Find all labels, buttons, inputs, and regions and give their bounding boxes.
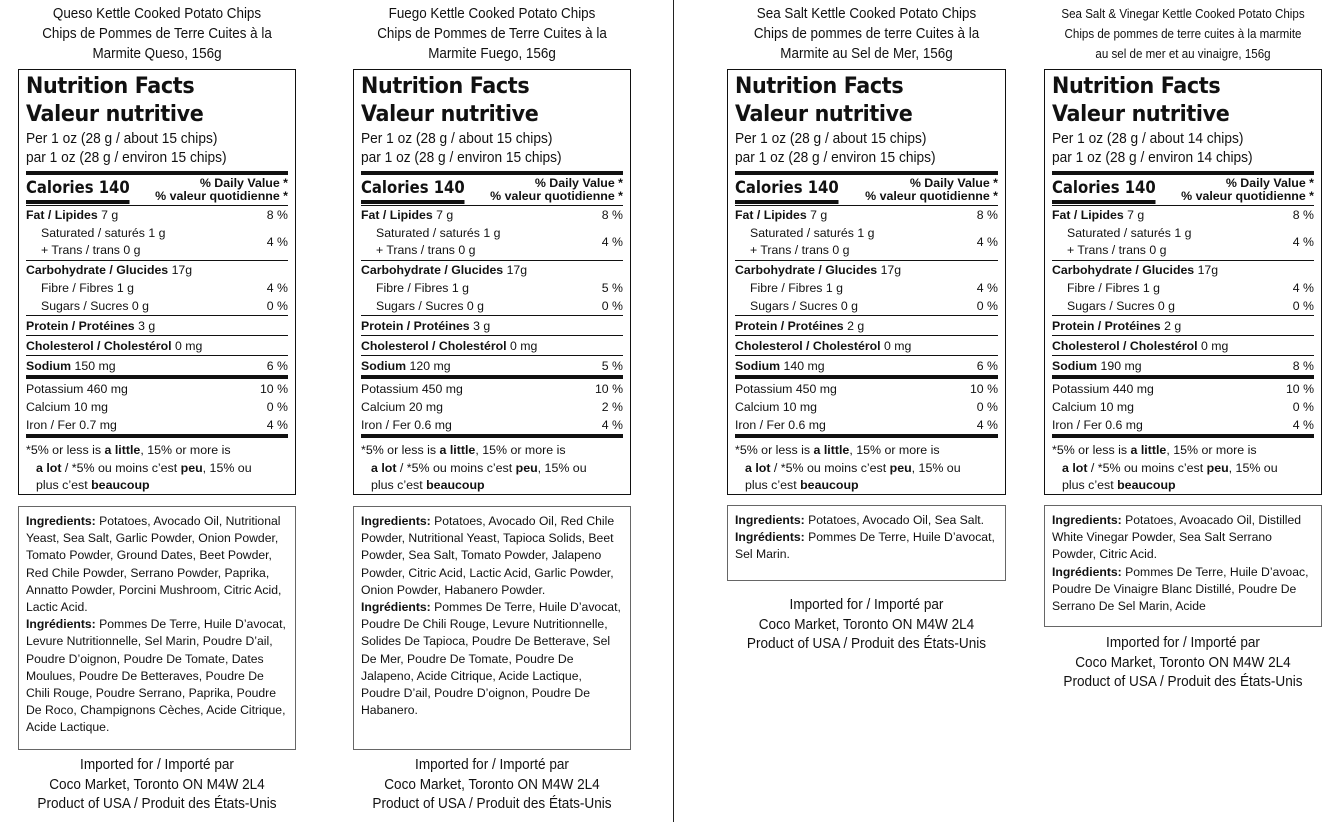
daily-value-header <box>490 177 623 203</box>
sugars-label: Sugars / Sucres 0 g <box>41 299 149 313</box>
valeur-nutritive-heading: Valeur nutritive <box>361 101 539 127</box>
footnote-text: , 15% ou <box>537 460 587 475</box>
title-line-fr: Chips de pommes de terre Cuites à la <box>753 26 980 42</box>
ingredients-box <box>353 506 631 750</box>
sugars-percent: 0 % <box>266 299 288 313</box>
ingredients-text-en: Potatoes, Avocado Oil, Nutritional Yeast, Sea Salt, Garlic Powder, Onion Powder, Tomato Powder, Ground Dates, Beet Powder, Red Chile Powder, Serrano Powder, Paprika, Annatto Powder, Porcini Mushroom, Citric Acid, Lactic Acid. <box>26 514 282 615</box>
title-line-en: Sea Salt & Vinegar Kettle Cooked Potato Chips <box>1061 7 1305 21</box>
title-line-en: Fuego Kettle Cooked Potato Chips <box>388 6 596 22</box>
potassium-percent: 10 % <box>969 381 998 396</box>
saturated-trans-row <box>735 224 998 260</box>
importer-info <box>17 756 298 815</box>
calories-label: Calories 140 <box>735 179 839 204</box>
iron-label: Iron / Fer 0.6 mg <box>361 418 452 432</box>
ingredients-text-en: Potatoes, Avocado Oil, Red Chile Powder, Nutritional Yeast, Tapioca Solids, Beet Powder, Sea Salt, Tomato Powder, Jalapeno Powder, Citric Acid, Lactic Acid, Garlic Powder, Onion Powder, Habanero Powder. <box>361 514 615 597</box>
sodium-row <box>26 355 288 375</box>
calories-label: Calories 140 <box>361 179 465 204</box>
importer-info <box>726 596 1008 655</box>
country-of-origin-line: Product of USA / Produit des États-Unis <box>37 796 277 812</box>
footnote-text: , 15% or more is <box>475 443 566 457</box>
ingredients-label-fr: Ingrédients: <box>26 617 96 632</box>
protein-label: Protein / Protéines <box>361 318 470 333</box>
sodium-value: 120 mg <box>409 358 451 373</box>
imported-for-line: Imported for / Importé par <box>1106 635 1260 651</box>
calories-row <box>26 175 288 205</box>
protein-row <box>1052 315 1314 335</box>
product-title <box>727 4 1006 64</box>
potassium-row <box>26 375 288 398</box>
ingredients-text-en: Potatoes, Avocado Oil, Sea Salt. <box>808 513 985 527</box>
calcium-label: Calcium 10 mg <box>26 400 109 414</box>
calcium-percent: 0 % <box>1292 400 1314 414</box>
footnote-text: *5% or less is <box>26 443 102 457</box>
cholesterol-value: 0 mg <box>883 338 912 353</box>
footnote-text: , 15% ou <box>202 460 252 475</box>
footnote-text: , 15% ou <box>911 460 961 475</box>
title-line-fr: Chips de Pommes de Terre Cuites à la <box>377 26 607 42</box>
protein-value: 3 g <box>138 318 156 333</box>
saturated-label: Saturated / saturés 1 g <box>41 226 166 240</box>
product-title <box>1044 4 1322 64</box>
nutrition-facts-table <box>18 69 296 495</box>
footnote-beaucoup: beaucoup <box>426 478 485 492</box>
daily-value-header <box>1181 177 1314 203</box>
saturated-label: Saturated / saturés 1 g <box>1067 226 1192 240</box>
sodium-value: 190 mg <box>1100 358 1142 373</box>
title-line-fr: Chips de Pommes de Terre Cuites à la <box>42 26 272 42</box>
sugars-row <box>735 297 998 315</box>
iron-row <box>361 416 623 434</box>
protein-row <box>361 315 623 335</box>
potassium-percent: 10 % <box>259 381 288 396</box>
product-label-2 <box>353 0 631 822</box>
ingredients-text-fr: Pommes De Terre, Huile D’avocat, Sel Marin. <box>735 530 995 562</box>
calories-label: Calories 140 <box>26 179 130 204</box>
importer-address-line: Coco Market, Toronto ON M4W 2L4 <box>758 616 975 633</box>
iron-percent: 4 % <box>266 418 288 432</box>
footnote-text: , 15% or more is <box>849 443 940 457</box>
cholesterol-value: 0 mg <box>509 338 538 353</box>
carbohydrate-row <box>1052 260 1314 279</box>
calories-label: Calories 140 <box>1052 179 1156 204</box>
fat-percent: 8 % <box>976 208 998 222</box>
ingredients-text-en: Potatoes, Avoacado Oil, Distilled White Vinegar Powder, Sea Salt Serrano Powder, Citric Acid. <box>1052 513 1302 562</box>
calcium-label: Calcium 20 mg <box>361 400 444 414</box>
serving-size-en: Per 1 oz (28 g / about 15 chips) <box>735 131 927 147</box>
footnote-peu: peu <box>515 460 538 475</box>
fibre-row <box>1052 279 1314 297</box>
footnote-text: plus c’est <box>36 478 88 492</box>
fibre-percent: 5 % <box>601 281 623 295</box>
fibre-label: Fibre / Fibres 1 g <box>376 281 469 295</box>
carbohydrate-label: Carbohydrate / Glucides <box>735 263 878 277</box>
iron-row <box>26 416 288 434</box>
calcium-row <box>26 398 288 416</box>
saturated-trans-percent: 4 % <box>266 235 288 249</box>
trans-label: + Trans / trans 0 g <box>750 243 850 257</box>
title-line-fr-size: Marmite Fuego, 156g <box>428 46 556 62</box>
cholesterol-label: Cholesterol / Cholestérol <box>735 338 881 353</box>
saturated-trans-percent: 4 % <box>976 235 998 249</box>
fat-percent: 8 % <box>266 208 288 222</box>
title-line-en: Sea Salt Kettle Cooked Potato Chips <box>756 6 977 22</box>
sodium-percent: 6 % <box>266 358 288 373</box>
footnote-a-lot: a lot <box>36 460 62 475</box>
potassium-label: Potassium 450 mg <box>735 381 837 396</box>
iron-percent: 4 % <box>976 418 998 432</box>
saturated-trans-percent: 4 % <box>1292 235 1314 249</box>
potassium-label: Potassium 440 mg <box>1052 381 1154 396</box>
imported-for-line: Imported for / Importé par <box>80 757 234 773</box>
sugars-percent: 0 % <box>601 299 623 313</box>
daily-value-footnote <box>735 434 998 495</box>
sodium-percent: 5 % <box>601 358 623 373</box>
cholesterol-row <box>735 335 998 355</box>
daily-value-en: % Daily Value * <box>199 176 288 190</box>
product-label-3 <box>727 0 1006 822</box>
serving-size-fr: par 1 oz (28 g / environ 15 chips) <box>26 150 227 166</box>
sugars-row <box>1052 297 1314 315</box>
fat-row <box>26 205 288 224</box>
importer-info <box>352 756 633 815</box>
title-line-fr: Chips de pommes de terre cuites à la marmite <box>1064 27 1302 41</box>
potassium-row <box>361 375 623 398</box>
ingredients-label-en: Ingredients: <box>735 513 805 527</box>
carbohydrate-row <box>26 260 288 279</box>
daily-value-header <box>865 177 998 203</box>
footnote-text: / *5% ou moins c’est <box>770 460 887 475</box>
calcium-row <box>361 398 623 416</box>
footnote-a-lot: a lot <box>1062 460 1088 475</box>
protein-label: Protein / Protéines <box>735 318 844 333</box>
ingredients-text-fr: Pommes De Terre, Huile D’avocat, Poudre De Chili Rouge, Levure Nutritionnelle, Solides De Tapioca, Poudre De Betterave, Sel De Mer, Poudre De Tomate, Poudre De Jalapeno, Acide Citrique, Acide Lactique, Poudre D’ail, Poudre D’oignon, Poudre De Habanero. <box>361 600 621 718</box>
nutrition-facts-heading: Nutrition Facts <box>735 73 904 99</box>
calcium-percent: 0 % <box>976 400 998 414</box>
serving-size-en: Per 1 oz (28 g / about 14 chips) <box>1052 131 1244 147</box>
valeur-nutritive-heading: Valeur nutritive <box>735 101 913 127</box>
sodium-label: Sodium <box>26 358 72 373</box>
protein-value: 2 g <box>1164 318 1182 333</box>
fibre-label: Fibre / Fibres 1 g <box>41 281 134 295</box>
fibre-label: Fibre / Fibres 1 g <box>1067 281 1160 295</box>
sodium-label: Sodium <box>735 358 781 373</box>
daily-value-footnote <box>361 434 623 495</box>
carbohydrate-value: 17g <box>880 263 902 277</box>
iron-label: Iron / Fer 0.6 mg <box>735 418 826 432</box>
calcium-label: Calcium 10 mg <box>735 400 818 414</box>
fat-percent: 8 % <box>1292 208 1314 222</box>
footnote-beaucoup: beaucoup <box>1117 478 1176 492</box>
serving-size-fr: par 1 oz (28 g / environ 14 chips) <box>1052 150 1253 166</box>
footnote-a-lot: a lot <box>745 460 771 475</box>
ingredients-label-en: Ingredients: <box>361 514 431 528</box>
fat-value: 7 g <box>101 208 119 222</box>
imported-for-line: Imported for / Importé par <box>789 597 944 613</box>
footnote-text: *5% or less is <box>1052 443 1128 457</box>
trans-label: + Trans / trans 0 g <box>376 243 476 257</box>
fibre-label: Fibre / Fibres 1 g <box>750 281 843 295</box>
sodium-value: 140 mg <box>783 358 825 373</box>
fat-percent: 8 % <box>601 208 623 222</box>
sodium-label: Sodium <box>361 358 407 373</box>
carbohydrate-label: Carbohydrate / Glucides <box>26 263 169 277</box>
protein-row <box>735 315 998 335</box>
sugars-row <box>361 297 623 315</box>
fat-row <box>735 205 998 224</box>
footnote-a-little: a little <box>813 443 850 457</box>
saturated-trans-percent: 4 % <box>601 235 623 249</box>
cholesterol-row <box>26 335 288 355</box>
footnote-beaucoup: beaucoup <box>91 478 150 492</box>
fat-label: Fat / Lipides <box>735 208 807 222</box>
ingredients-label-fr: Ingrédients: <box>361 600 431 615</box>
product-label-1 <box>18 0 296 822</box>
carbohydrate-label: Carbohydrate / Glucides <box>1052 263 1195 277</box>
sodium-value: 150 mg <box>74 358 116 373</box>
iron-percent: 4 % <box>601 418 623 432</box>
nutrition-facts-table <box>353 69 631 495</box>
footnote-a-little: a little <box>104 443 141 457</box>
ingredients-box <box>18 506 296 750</box>
ingredients-label-fr: Ingrédients: <box>735 530 805 545</box>
sugars-label: Sugars / Sucres 0 g <box>376 299 484 313</box>
ingredients-label-en: Ingredients: <box>1052 513 1122 527</box>
footnote-text: plus c’est <box>1062 478 1114 492</box>
calcium-percent: 0 % <box>266 400 288 414</box>
fat-label: Fat / Lipides <box>361 208 433 222</box>
importer-info <box>1043 634 1324 693</box>
nutrition-facts-heading: Nutrition Facts <box>361 73 530 99</box>
cholesterol-row <box>1052 335 1314 355</box>
valeur-nutritive-heading: Valeur nutritive <box>1052 101 1230 127</box>
fat-label: Fat / Lipides <box>26 208 98 222</box>
cholesterol-value: 0 mg <box>1200 338 1229 353</box>
footnote-text: , 15% ou <box>1228 460 1278 475</box>
title-line-fr-size: Marmite au Sel de Mer, 156g <box>780 46 953 62</box>
daily-value-fr: % valeur quotidienne * <box>155 189 288 203</box>
importer-address-line: Coco Market, Toronto ON M4W 2L4 <box>49 776 265 793</box>
daily-value-fr: % valeur quotidienne * <box>490 189 623 203</box>
sodium-percent: 6 % <box>976 358 998 373</box>
protein-value: 2 g <box>847 318 865 333</box>
carbohydrate-row <box>361 260 623 279</box>
potassium-label: Potassium 460 mg <box>26 381 128 396</box>
ingredients-label-en: Ingredients: <box>26 514 96 528</box>
calcium-label: Calcium 10 mg <box>1052 400 1135 414</box>
calories-row <box>735 175 998 205</box>
title-line-en: Queso Kettle Cooked Potato Chips <box>52 6 262 22</box>
fibre-percent: 4 % <box>1292 281 1314 295</box>
fat-row <box>1052 205 1314 224</box>
calcium-percent: 2 % <box>601 400 623 414</box>
sugars-label: Sugars / Sucres 0 g <box>1067 299 1175 313</box>
country-of-origin-line: Product of USA / Produit des États-Unis <box>746 636 987 652</box>
footnote-text: *5% or less is <box>361 443 437 457</box>
protein-value: 3 g <box>473 318 491 333</box>
daily-value-fr: % valeur quotidienne * <box>865 189 998 203</box>
saturated-label: Saturated / saturés 1 g <box>376 226 501 240</box>
daily-value-en: % Daily Value * <box>909 176 998 190</box>
product-label-4 <box>1044 0 1322 822</box>
sodium-percent: 8 % <box>1292 358 1314 373</box>
fibre-percent: 4 % <box>266 281 288 295</box>
iron-label: Iron / Fer 0.6 mg <box>1052 418 1143 432</box>
footnote-text: / *5% ou moins c’est <box>396 460 513 475</box>
footnote-peu: peu <box>889 460 912 475</box>
protein-label: Protein / Protéines <box>26 318 135 333</box>
daily-value-footnote <box>26 434 288 495</box>
saturated-trans-row <box>361 224 623 260</box>
country-of-origin-line: Product of USA / Produit des États-Unis <box>1063 674 1303 690</box>
ingredients-label-fr: Ingrédients: <box>1052 564 1122 579</box>
cholesterol-label: Cholesterol / Cholestérol <box>1052 338 1198 353</box>
title-line-fr-size: au sel de mer et au vinaigre, 156g <box>1095 47 1271 61</box>
ingredients-box <box>1044 505 1322 627</box>
footnote-a-lot: a lot <box>371 460 397 475</box>
fat-value: 7 g <box>810 208 828 222</box>
serving-size-fr: par 1 oz (28 g / environ 15 chips) <box>361 150 562 166</box>
importer-address-line: Coco Market, Toronto ON M4W 2L4 <box>384 776 600 793</box>
sodium-row <box>735 355 998 375</box>
cholesterol-row <box>361 335 623 355</box>
carbohydrate-row <box>735 260 998 279</box>
iron-label: Iron / Fer 0.7 mg <box>26 418 117 432</box>
ingredients-text-fr: Pommes De Terre, Huile D’avoac, Poudre De Vinaigre Blanc Distillé, Poudre De Serrano De Sel Marin, Acide <box>1052 564 1309 614</box>
potassium-row <box>735 375 998 398</box>
serving-size-fr: par 1 oz (28 g / environ 15 chips) <box>735 150 936 166</box>
footnote-a-little: a little <box>1130 443 1167 457</box>
carbohydrate-value: 17g <box>171 263 193 277</box>
nutrition-facts-table <box>1044 69 1322 495</box>
sodium-label: Sodium <box>1052 358 1098 373</box>
serving-size-en: Per 1 oz (28 g / about 15 chips) <box>361 131 553 147</box>
carbohydrate-value: 17g <box>506 263 528 277</box>
daily-value-footnote <box>1052 434 1314 495</box>
imported-for-line: Imported for / Importé par <box>415 757 569 773</box>
footnote-text: plus c’est <box>745 478 797 492</box>
protein-label: Protein / Protéines <box>1052 318 1161 333</box>
trans-label: + Trans / trans 0 g <box>41 243 141 257</box>
footnote-peu: peu <box>180 460 203 475</box>
product-title <box>18 4 296 64</box>
valeur-nutritive-heading: Valeur nutritive <box>26 101 204 127</box>
serving-size-en: Per 1 oz (28 g / about 15 chips) <box>26 131 218 147</box>
nutrition-facts-table <box>727 69 1006 495</box>
saturated-trans-row <box>26 224 288 260</box>
sugars-row <box>26 297 288 315</box>
daily-value-header <box>155 177 288 203</box>
importer-address-line: Coco Market, Toronto ON M4W 2L4 <box>1075 654 1291 671</box>
sodium-row <box>1052 355 1314 375</box>
country-of-origin-line: Product of USA / Produit des États-Unis <box>372 796 612 812</box>
protein-row <box>26 315 288 335</box>
fat-value: 7 g <box>436 208 454 222</box>
footnote-text: , 15% or more is <box>140 443 231 457</box>
trans-label: + Trans / trans 0 g <box>1067 243 1167 257</box>
footnote-beaucoup: beaucoup <box>800 478 859 492</box>
carbohydrate-label: Carbohydrate / Glucides <box>361 263 504 277</box>
ingredients-text-fr: Pommes De Terre, Huile D’avocat, Levure Nutritionnelle, Sel Marin, Poudre D’ail, Poudre D’oignon, Poudre De Tomate, Dates Moulues, Poudre De Betteraves, Poudre De Chili Rouge, Poudre Serrano, Paprika, Poudre De Roco, Champignons Cèches, Acide Citrique, Acide Lactique. <box>26 617 286 735</box>
fibre-percent: 4 % <box>976 281 998 295</box>
title-line-fr-size: Marmite Queso, 156g <box>92 46 222 62</box>
footnote-text: / *5% ou moins c’est <box>61 460 178 475</box>
sugars-percent: 0 % <box>976 299 998 313</box>
nutrition-facts-heading: Nutrition Facts <box>1052 73 1221 99</box>
fibre-row <box>735 279 998 297</box>
calcium-row <box>735 398 998 416</box>
footnote-text: / *5% ou moins c’est <box>1087 460 1204 475</box>
sugars-percent: 0 % <box>1292 299 1314 313</box>
cholesterol-value: 0 mg <box>174 338 203 353</box>
center-divider-line <box>673 0 674 822</box>
iron-row <box>735 416 998 434</box>
saturated-trans-row <box>1052 224 1314 260</box>
saturated-label: Saturated / saturés 1 g <box>750 226 875 240</box>
footnote-text: plus c’est <box>371 478 423 492</box>
cholesterol-label: Cholesterol / Cholestérol <box>361 338 507 353</box>
daily-value-fr: % valeur quotidienne * <box>1181 189 1314 203</box>
sugars-label: Sugars / Sucres 0 g <box>750 299 858 313</box>
potassium-row <box>1052 375 1314 398</box>
iron-row <box>1052 416 1314 434</box>
daily-value-en: % Daily Value * <box>534 176 623 190</box>
calories-row <box>361 175 623 205</box>
potassium-label: Potassium 450 mg <box>361 381 463 396</box>
footnote-a-little: a little <box>439 443 476 457</box>
carbohydrate-value: 17g <box>1197 263 1219 277</box>
fat-row <box>361 205 623 224</box>
potassium-percent: 10 % <box>1285 381 1314 396</box>
footnote-peu: peu <box>1206 460 1229 475</box>
footnote-text: , 15% or more is <box>1166 443 1257 457</box>
calcium-row <box>1052 398 1314 416</box>
ingredients-box <box>727 505 1006 581</box>
calories-row <box>1052 175 1314 205</box>
footnote-text: *5% or less is <box>735 443 811 457</box>
sodium-row <box>361 355 623 375</box>
product-title <box>353 4 631 64</box>
nutrition-facts-heading: Nutrition Facts <box>26 73 195 99</box>
fat-label: Fat / Lipides <box>1052 208 1124 222</box>
fibre-row <box>361 279 623 297</box>
fat-value: 7 g <box>1127 208 1145 222</box>
fibre-row <box>26 279 288 297</box>
daily-value-en: % Daily Value * <box>1225 176 1314 190</box>
iron-percent: 4 % <box>1292 418 1314 432</box>
cholesterol-label: Cholesterol / Cholestérol <box>26 338 172 353</box>
potassium-percent: 10 % <box>594 381 623 396</box>
